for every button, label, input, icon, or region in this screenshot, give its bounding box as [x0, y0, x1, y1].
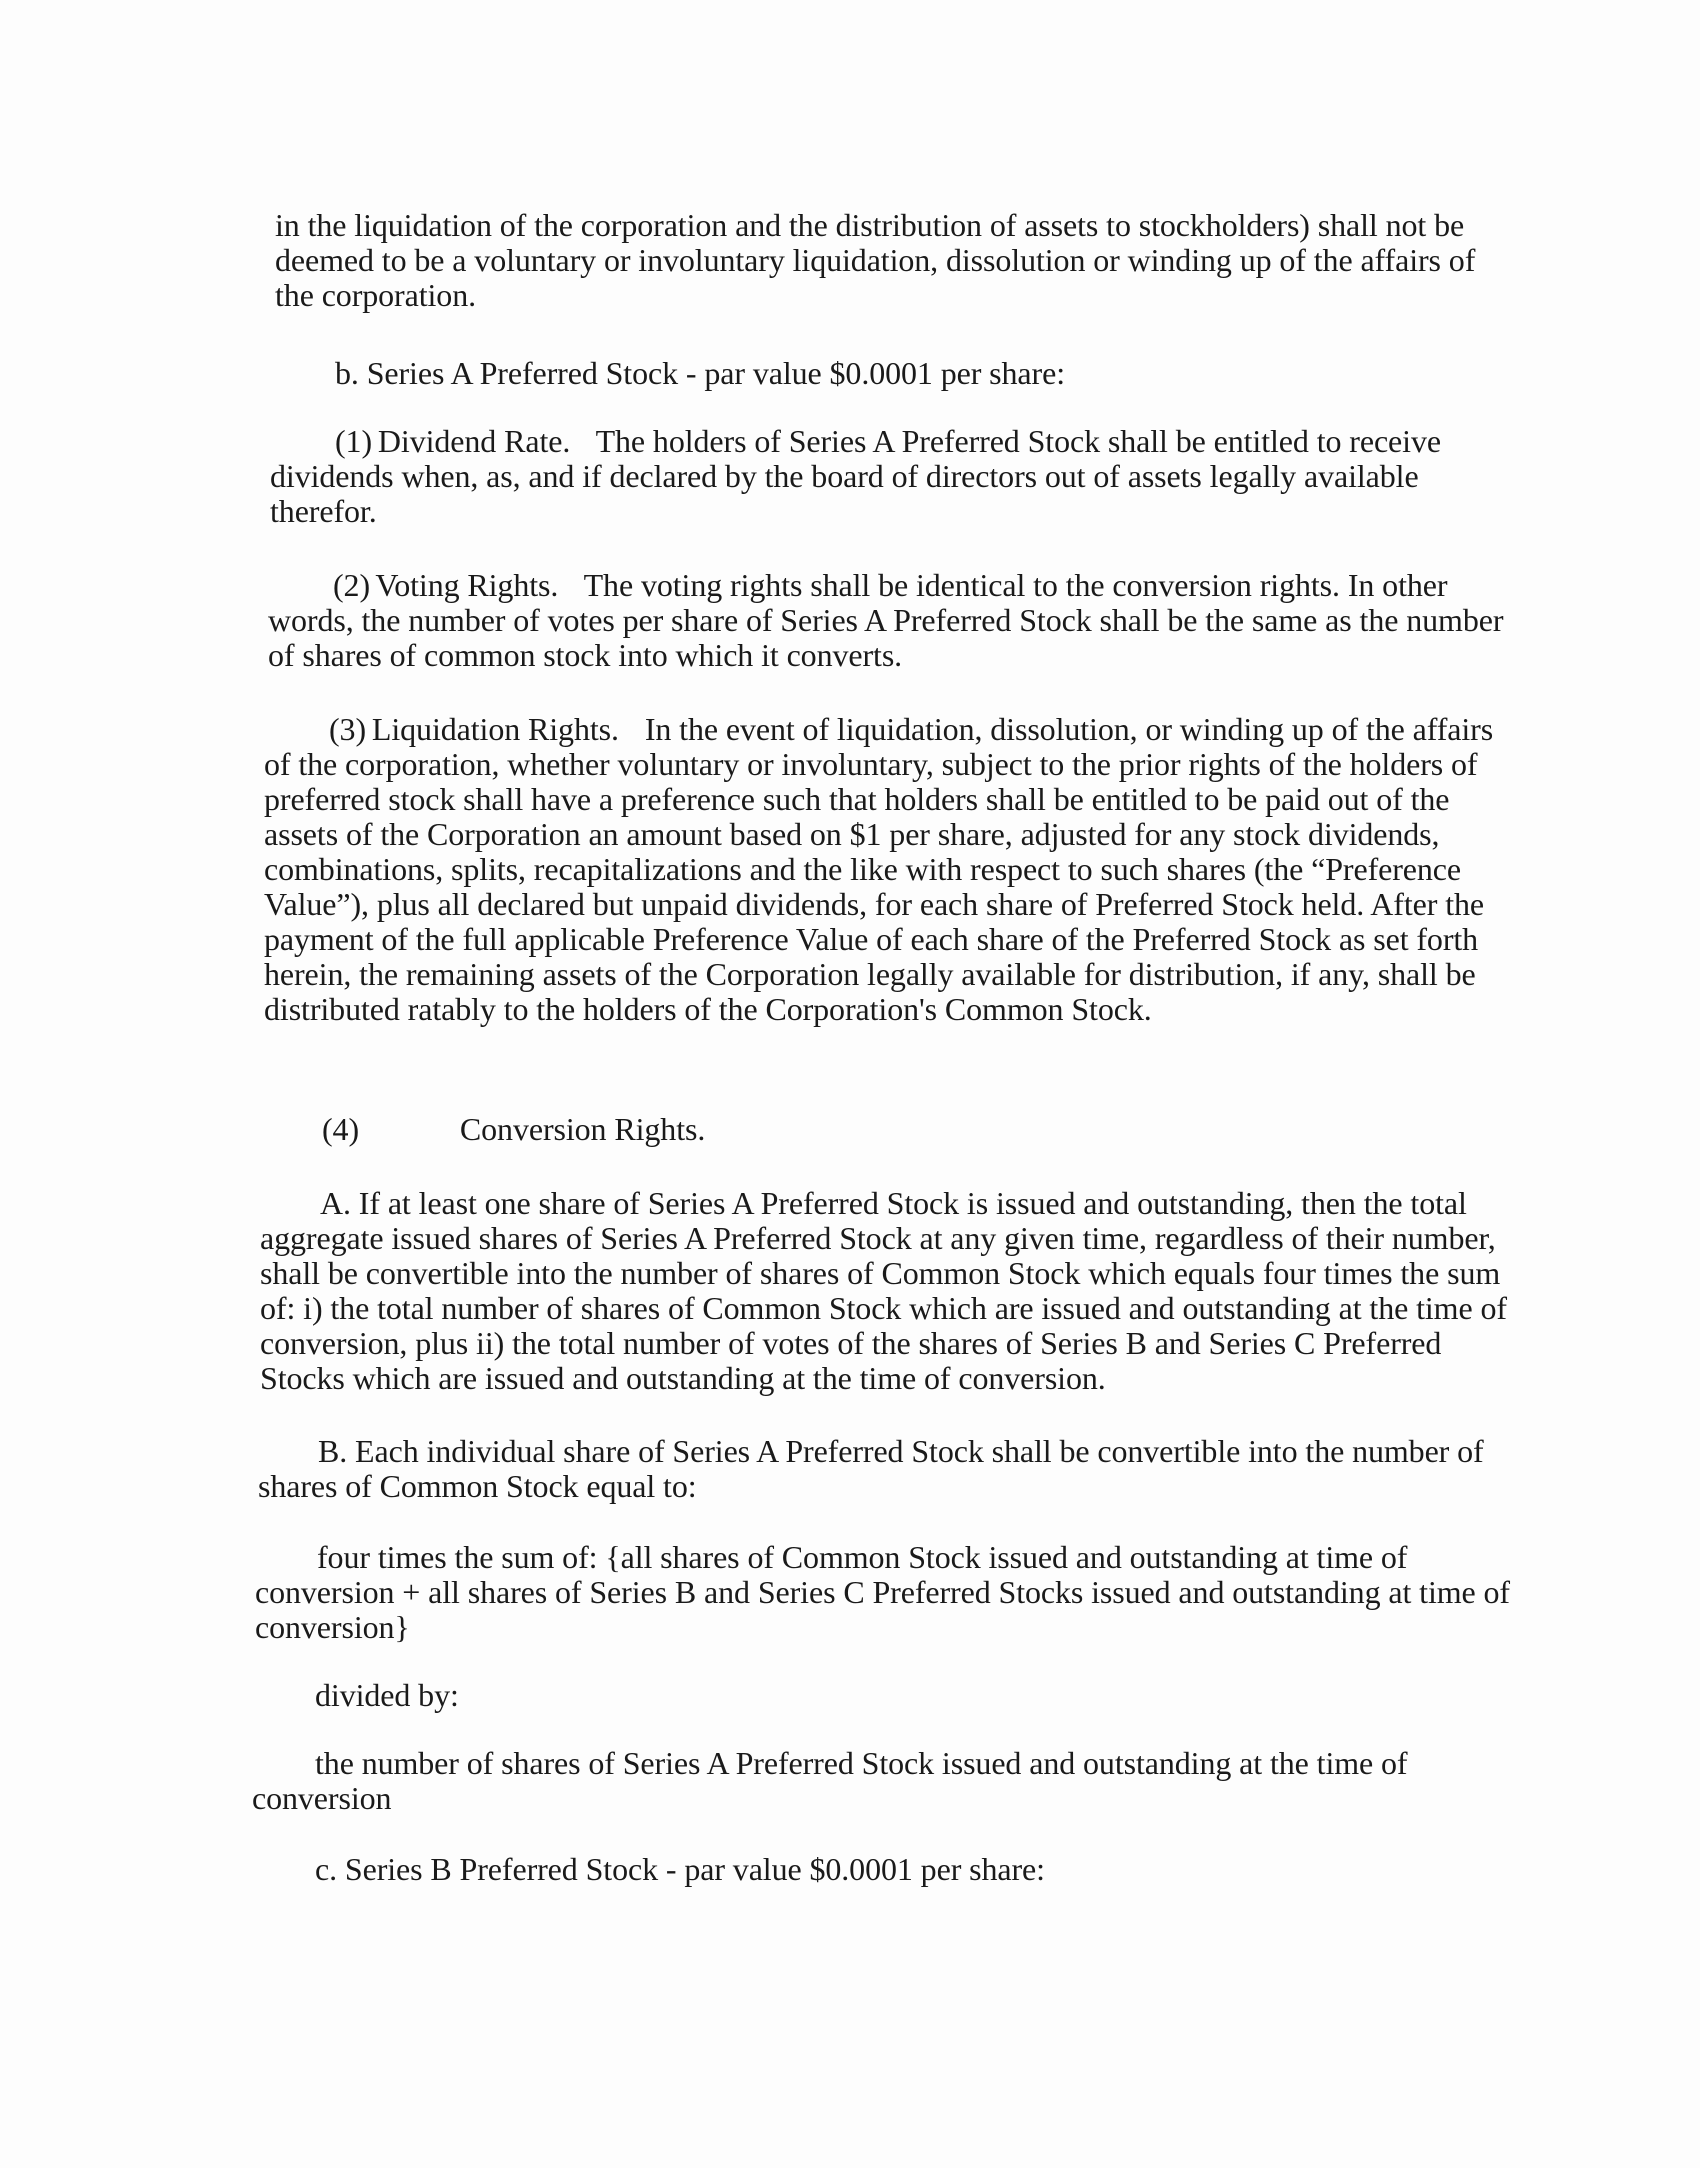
- item-title: Liquidation Rights.: [371, 711, 619, 747]
- item-number: (3): [329, 711, 367, 747]
- intro-paragraph: in the liquidation of the corporation and the distribution of assets to stockholders) shall not be deemed to be a voluntary or involuntary liquidation, dissolution or winding up of the affairs of the corporation.: [275, 207, 1476, 313]
- series-b-heading: c. Series B Preferred Stock - par value $0.0001 per share:: [315, 1851, 1045, 1887]
- item-number: (4): [322, 1111, 360, 1147]
- item-liquidation-rights: [264, 712, 1514, 1027]
- series-a-heading: b. Series A Preferred Stock - par value $0.0001 per share:: [335, 355, 1065, 391]
- item-title: Dividend Rate.: [377, 423, 571, 459]
- item-number: (2): [333, 567, 371, 603]
- divided-by-label: divided by:: [315, 1677, 459, 1713]
- item-number: (1): [335, 423, 373, 459]
- formula-denominator: [252, 1746, 1520, 1816]
- item-voting-rights: [268, 568, 1518, 673]
- formula-numerator: [255, 1540, 1520, 1645]
- item-text: The holders of Series A Preferred Stock shall be entitled to receive dividends when, as, and if declared by the board of directors out of assets legally available therefor.: [270, 423, 1441, 529]
- item-conversion-rights: [322, 1112, 705, 1147]
- conversion-a-text: A. If at least one share of Series A Preferred Stock is issued and outstanding, then the total aggregate issued shares of Series A Preferred Stock at any given time, regardless of their number, shall be convertible into the number of shares of Common Stock which equals four times the sum of: i) the total number of shares of Common Stock which are issued and outstanding at the time of conversion, plus ii) the total number of votes of the shares of Series B and Series C Preferred Stocks which are issued and outstanding at the time of conversion.: [260, 1185, 1507, 1396]
- item-dividend-rate: [270, 424, 1520, 529]
- formula-denominator-text: the number of shares of Series A Preferred Stock issued and outstanding at the time of conversion: [252, 1745, 1408, 1816]
- item-text: In the event of liquidation, dissolution, or winding up of the affairs of the corporation, whether voluntary or involuntary, subject to the prior rights of the holders of preferred stock shall have a preference such that holders shall be entitled to be paid out of the assets of the Corporation an amount based on $1 per share, adjusted for any stock dividends, combinations, splits, recapitalizations and the like with respect to such shares (the “Preference Value”), plus all declared but unpaid dividends, for each share of Preferred Stock held. After the payment of the full applicable Preference Value of each share of the Preferred Stock as set forth herein, the remaining assets of the Corporation legally available for distribution, if any, shall be distributed ratably to the holders of the Corporation's Common Stock.: [264, 711, 1494, 1027]
- formula-numerator-text: four times the sum of: {all shares of Common Stock issued and outstanding at time of conversion + all shares of Series B and Series C Preferred Stocks issued and outstanding at time of conversion}: [255, 1539, 1510, 1645]
- conversion-b-text: B. Each individual share of Series A Preferred Stock shall be convertible into the number of shares of Common Stock equal to:: [258, 1433, 1484, 1504]
- item-title: Conversion Rights.: [459, 1111, 706, 1147]
- conversion-paragraph-a: [260, 1186, 1520, 1396]
- item-title: Voting Rights.: [375, 567, 559, 603]
- conversion-paragraph-b: [258, 1434, 1520, 1504]
- item-text: The voting rights shall be identical to the conversion rights. In other words, the number of votes per share of Series A Preferred Stock shall be the same as the number of shares of common stock into which it converts.: [268, 567, 1504, 673]
